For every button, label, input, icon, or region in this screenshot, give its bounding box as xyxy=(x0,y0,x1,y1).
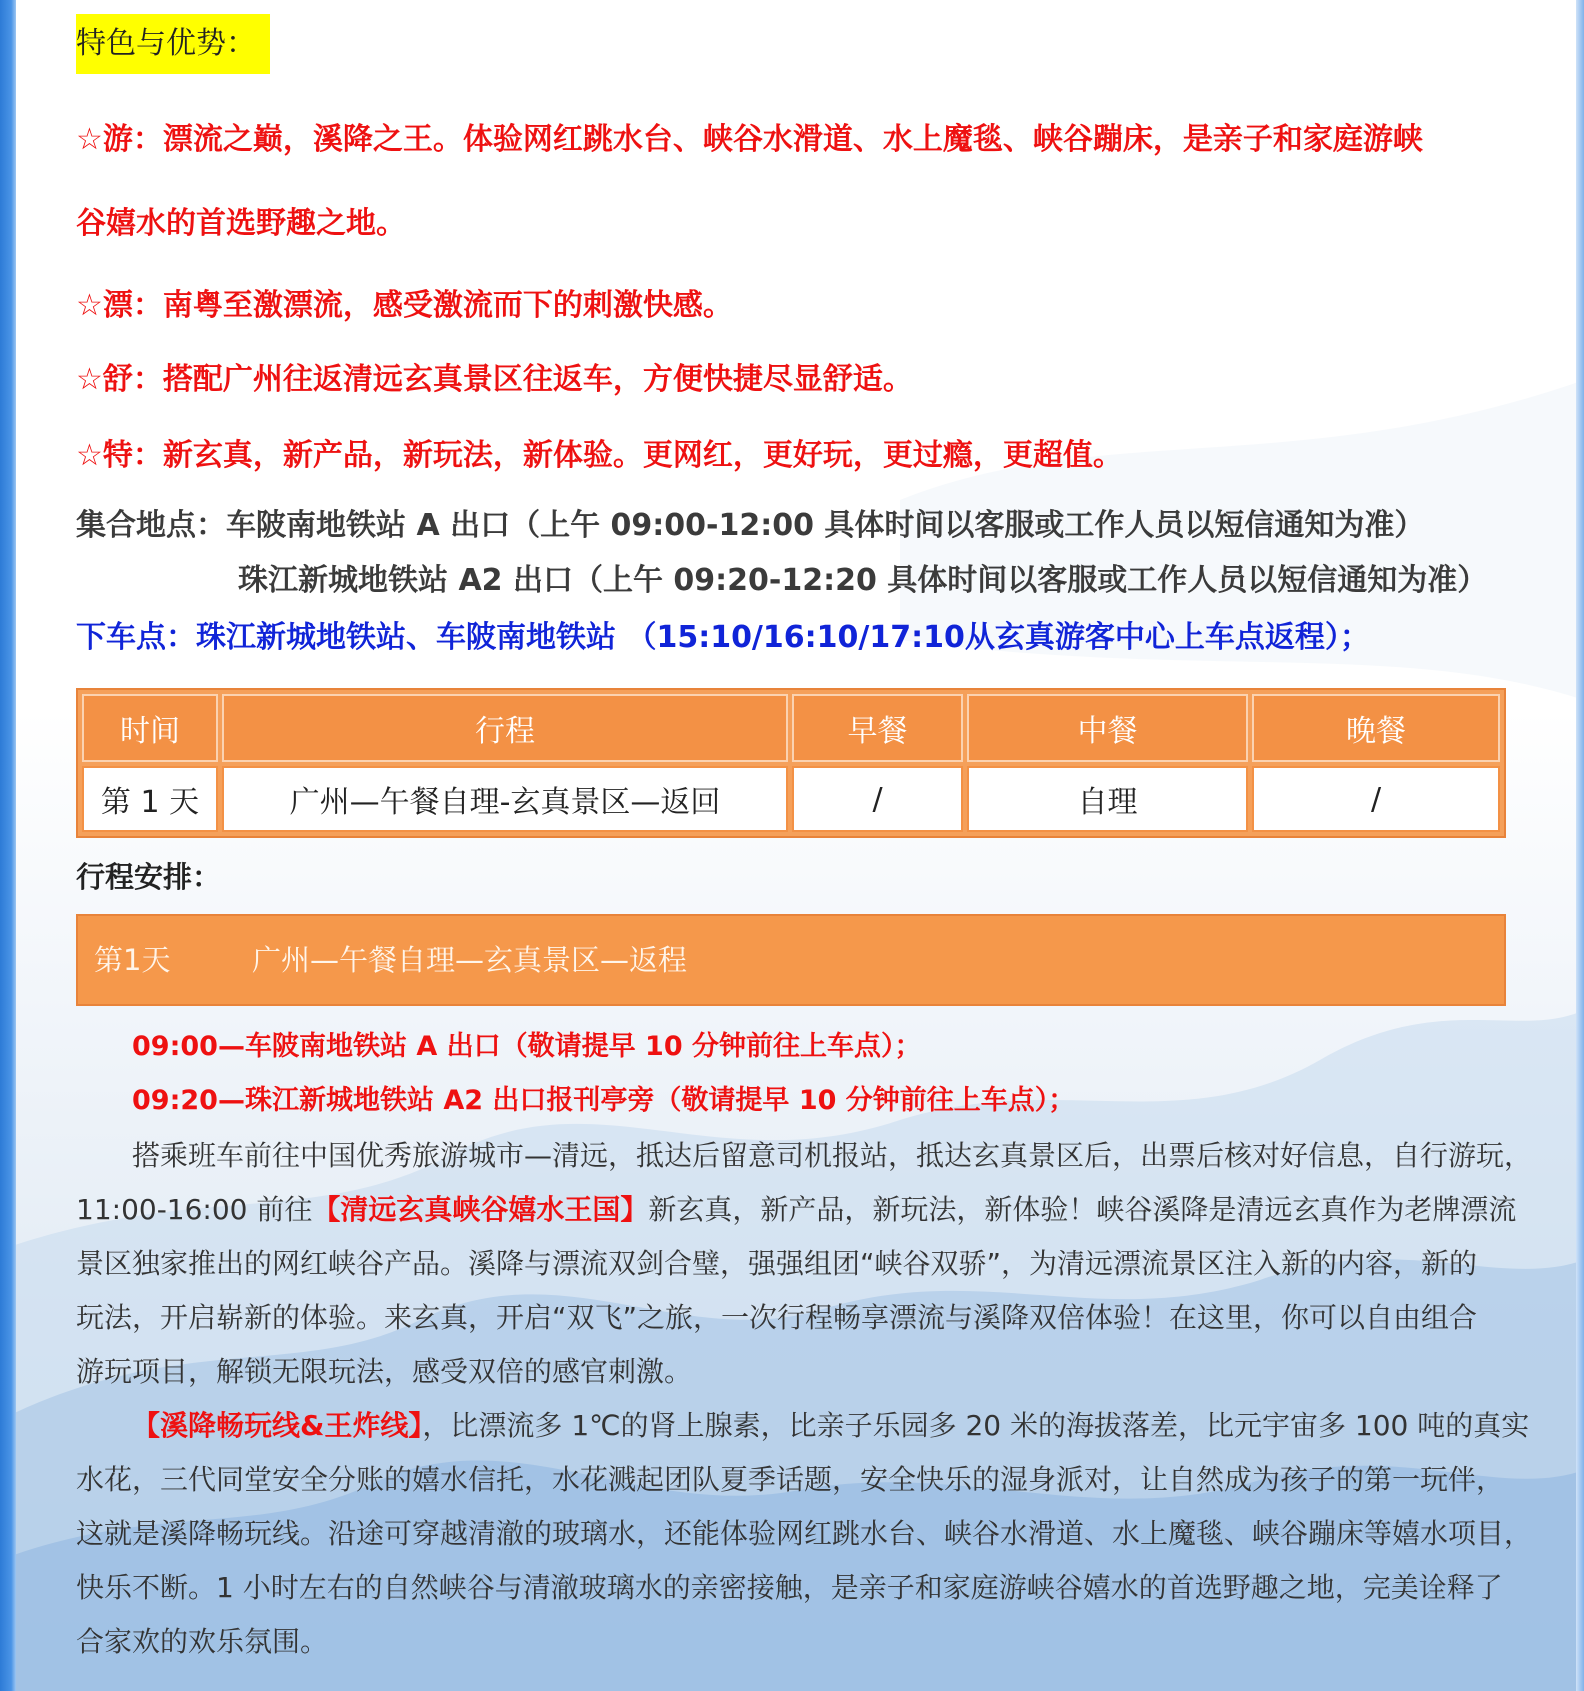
table-cell: / xyxy=(792,766,963,832)
day-route: 广州—午餐自理—玄真景区—返程 xyxy=(252,943,688,977)
paragraph-line: 11:00-16:00 前往【清远玄真峡谷嬉水王国】新玄真，新产品，新玩法，新体验！峡谷溪降是清远玄真作为老牌漂流 xyxy=(76,1193,1517,1226)
star-icon: ☆ xyxy=(76,288,103,323)
table-cell: / xyxy=(1252,766,1500,832)
feature-item-1: ☆游：漂流之巅，溪降之王。体验网红跳水台、峡谷水滑道、水上魔毯、峡谷蹦床，是亲子和家庭游峡 xyxy=(76,122,1423,157)
star-icon: ☆ xyxy=(76,122,103,157)
table-row xyxy=(82,766,1500,832)
paragraph-line: 合家欢的欢乐氛围。 xyxy=(76,1625,329,1658)
paragraph-line: 玩法，开启崭新的体验。来玄真，开启“双飞”之旅，一次行程畅享漂流与溪降双倍体验！在这里，你可以自由组合 xyxy=(76,1301,1478,1334)
day-label: 第1天 xyxy=(94,943,171,977)
left-accent-bar xyxy=(0,0,16,1691)
feature-item-1-cont: 谷嬉水的首选野趣之地。 xyxy=(76,206,406,241)
paragraph-line: 景区独家推出的网红峡谷产品。溪降与漂流双剑合璧，强强组团“峡谷双骄”，为清远漂流景区注入新的内容，新的 xyxy=(76,1247,1478,1280)
itinerary-heading: 行程安排： xyxy=(76,860,222,894)
meeting-label: 集合地点： xyxy=(76,508,226,543)
star-icon: ☆ xyxy=(76,438,103,473)
meeting-line-1: 车陂南地铁站 A 出口（上午 09:00-12:00 具体时间以客服或工作人员以短信通知为准） xyxy=(226,508,1425,543)
table-header: 早餐 xyxy=(792,694,963,762)
day-bar xyxy=(76,914,1506,1006)
schedule-table xyxy=(76,688,1506,838)
paragraph-line: 游玩项目，解锁无限玩法，感受双倍的感官刺激。 xyxy=(76,1355,693,1388)
time-item-2: 09:20—珠江新城地铁站 A2 出口报刊亭旁（敬请提早 10 分钟前往上车点）； xyxy=(132,1085,1076,1116)
paragraph-line: 【溪降畅玩线&王炸线】，比漂流多 1℃的肾上腺素，比亲子乐园多 20 米的海拔落差，比元宇宙多 100 吨的真实 xyxy=(132,1409,1530,1442)
table-header: 晚餐 xyxy=(1252,694,1500,762)
highlight-name: 【清远玄真峡谷嬉水王国】 xyxy=(312,1193,649,1226)
meeting-line-2: 珠江新城地铁站 A2 出口（上午 09:20-12:20 具体时间以客服或工作人员以短信通知为准） xyxy=(238,563,1488,598)
table-cell: 自理 xyxy=(967,766,1248,832)
star-icon: ☆ xyxy=(76,362,103,397)
right-accent-bar xyxy=(1576,0,1584,1691)
feature-item-4: ☆特：新玄真，新产品，新玩法，新体验。更网红，更好玩，更过瘾，更超值。 xyxy=(76,438,1123,473)
paragraph-line: 搭乘班车前往中国优秀旅游城市—清远，抵达后留意司机报站，抵达玄真景区后，出票后核对好信息，自行游玩， xyxy=(132,1139,1533,1172)
table-header: 行程 xyxy=(222,694,788,762)
table-header: 中餐 xyxy=(967,694,1248,762)
table-cell: 第 1 天 xyxy=(82,766,218,832)
paragraph-line: 这就是溪降畅玩线。沿途可穿越清澈的玻璃水，还能体验网红跳水台、峡谷水滑道、水上魔毯、峡谷蹦床等嬉水项目， xyxy=(76,1517,1533,1550)
paragraph-line: 快乐不断。1 小时左右的自然峡谷与清澈玻璃水的亲密接触，是亲子和家庭游峡谷嬉水的首选野趣之地，完美诠释了 xyxy=(76,1571,1503,1604)
table-cell: 广州—午餐自理-玄真景区—返回 xyxy=(222,766,788,832)
features-heading: 特色与优势： xyxy=(76,14,270,74)
meeting-point xyxy=(76,500,1424,544)
highlight-name: 【溪降畅玩线&王炸线】 xyxy=(132,1409,423,1442)
time-item-1: 09:00—车陂南地铁站 A 出口（敬请提早 10 分钟前往上车点）； xyxy=(132,1031,922,1062)
paragraph-line: 水花，三代同堂安全分账的嬉水信托，水花溅起团队夏季话题，安全快乐的湿身派对，让自然成为孩子的第一玩伴， xyxy=(76,1463,1505,1496)
feature-item-3: ☆舒：搭配广州往返清远玄真景区往返车，方便快捷尽显舒适。 xyxy=(76,362,913,397)
table-header: 时间 xyxy=(82,694,218,762)
table-header-row xyxy=(82,694,1500,762)
dropoff-point: 下车点：珠江新城地铁站、车陂南地铁站 （15:10/16:10/17:10从玄真游客中心上车点返程）； xyxy=(76,620,1370,655)
feature-item-2: ☆漂：南粤至激漂流，感受激流而下的刺激快感。 xyxy=(76,288,733,323)
